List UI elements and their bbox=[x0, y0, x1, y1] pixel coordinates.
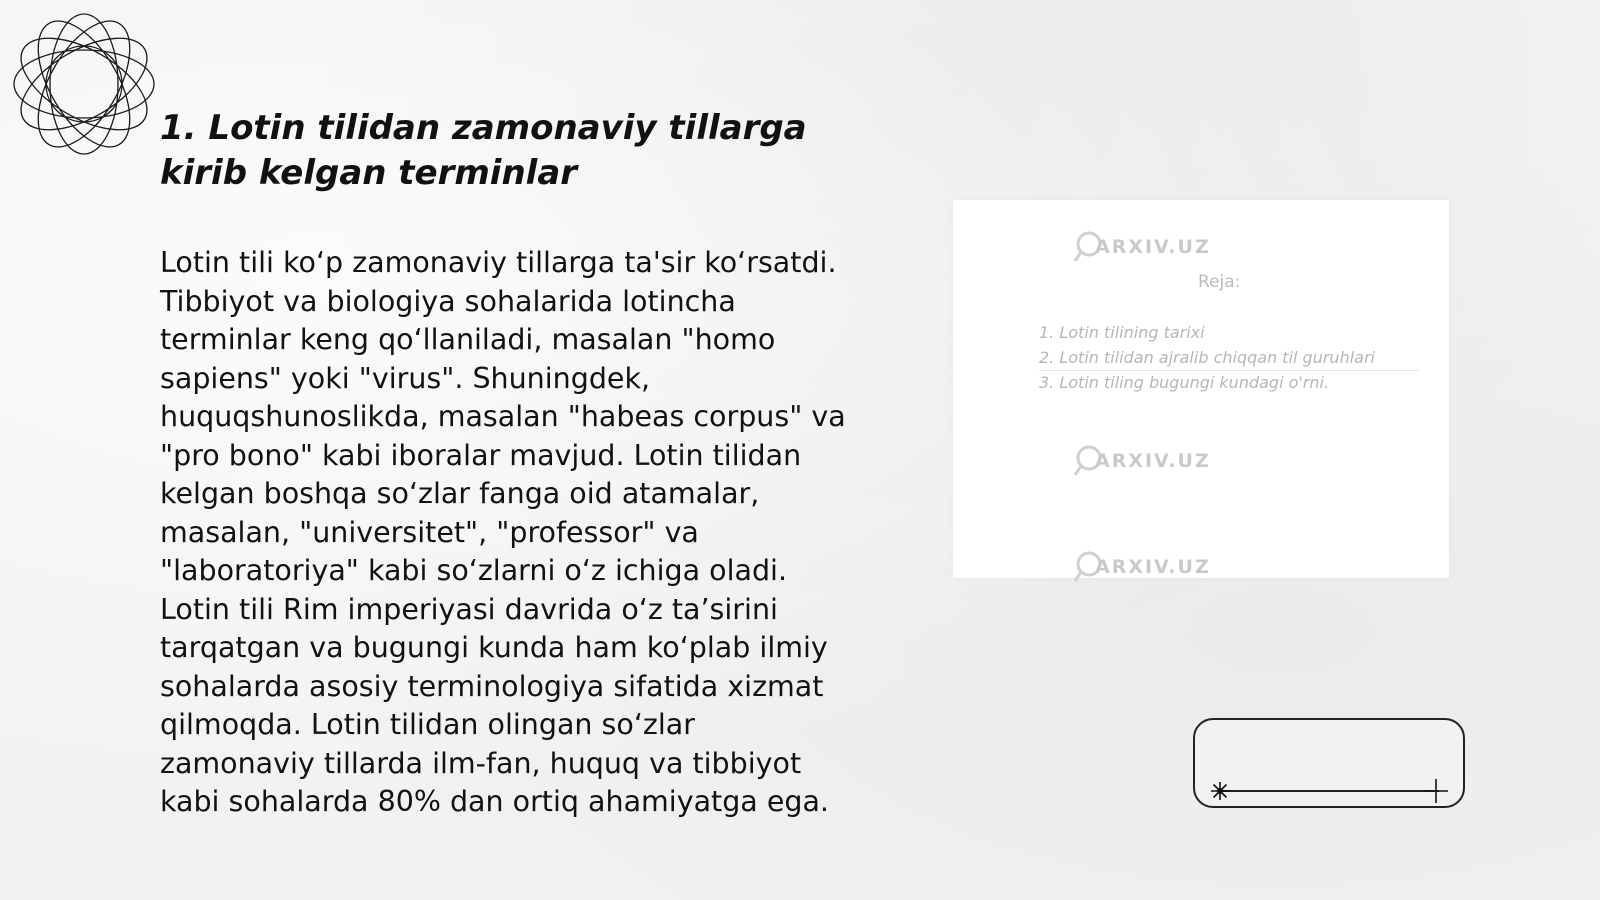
watermark-text: ARXIV.UZ bbox=[1095, 236, 1211, 258]
slide-title: 1. Lotin tilidan zamonaviy tillarga kirib kelgan terminlar bbox=[160, 108, 807, 193]
sparkle-icon bbox=[1209, 780, 1231, 802]
plus-icon bbox=[1423, 778, 1449, 804]
embedded-slide-thumbnail bbox=[953, 200, 1449, 578]
slider-track bbox=[1219, 790, 1439, 792]
plan-item: 2. Lotin tilidan ajralib chiqqan til guruhlari bbox=[1039, 348, 1375, 367]
watermark bbox=[1073, 230, 1211, 264]
watermark-text: ARXIV.UZ bbox=[1095, 450, 1211, 472]
watermark bbox=[1073, 550, 1211, 584]
thumbnail-plan-list bbox=[1039, 320, 1375, 395]
slide-body-text: Lotin tili ko‘p zamonaviy tillarga ta'sir ko‘rsatdi. Tibbiyot va biologiya sohalarida lotincha terminlar keng qo‘llaniladi, masalan "homo sapiens" yoki "virus". Shuningdek, huquqshunoslikda, masalan "habeas corpus" va "pro bono" kabi iboralar mavjud. Lotin tilidan kelgan boshqa so‘zlar fanga oid atamalar, masalan, "universitet", "professor" va "laboratoriya" kabi so‘zlarni o‘z ichiga oladi. Lotin tili Rim imperiyasi davrida o‘z ta’sirini tarqatgan va bugungi kunda ham ko‘plab ilmiy sohalarda asosiy terminologiya sifatida xizmat qilmoqda. Lotin tilidan olingan so‘zlar zamonaviy tillarda ilm-fan, huquq va tibbiyot kabi sohalarda 80% dan ortiq ahamiyatga ega. bbox=[160, 246, 846, 818]
plan-item: 3. Lotin tiling bugungi kundagi o'rni. bbox=[1039, 373, 1330, 392]
decorative-slider-frame bbox=[1193, 718, 1465, 808]
divider bbox=[1039, 370, 1419, 371]
watermark-text: ARXIV.UZ bbox=[1095, 556, 1211, 578]
interlaced-circles-icon bbox=[10, 10, 158, 158]
watermark bbox=[1073, 444, 1211, 478]
plan-item: 1. Lotin tilining tarixi bbox=[1039, 323, 1205, 342]
thumbnail-heading: Reja: bbox=[1198, 272, 1241, 292]
